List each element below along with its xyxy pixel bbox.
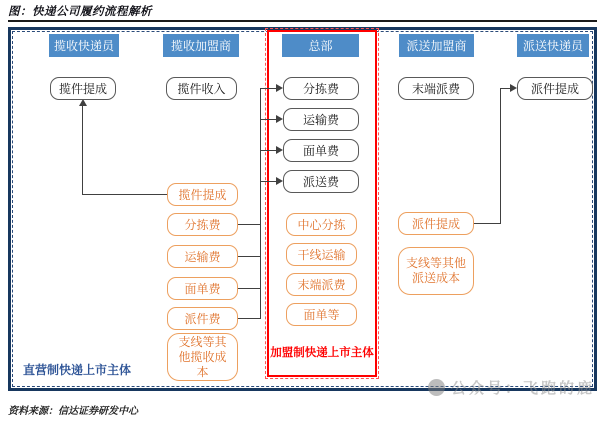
figure-title: 图：快递公司履约流程解析 xyxy=(8,4,152,18)
connector-into-hq-sorting xyxy=(260,88,277,89)
watermark-text: 公众号：飞跑的鹿 xyxy=(451,380,596,397)
connector-delivery-commission-horizontal xyxy=(474,223,500,224)
node-cost-other-delivery-costs: 支线等其他派送成本 xyxy=(398,247,474,295)
arrowhead-into-hq-waybill xyxy=(276,146,283,154)
column-header-headquarters: 总部 xyxy=(282,34,359,57)
franchise-entity-label: 加盟制快递上市主体 xyxy=(270,347,374,359)
node-hq-cost-terminal-dispatch: 末端派费 xyxy=(286,273,357,296)
connector-stub-piece-fee xyxy=(238,318,260,319)
column-header-pickup-courier: 揽收快递员 xyxy=(49,34,119,57)
arrowhead-into-hq-transport xyxy=(276,115,283,123)
node-hq-cost-trunk-transport: 干线运输 xyxy=(286,243,357,266)
direct-entity-label: 直营制快递上市主体 xyxy=(23,363,132,377)
node-cost-transport-fee: 运输费 xyxy=(167,245,238,268)
node-delivery-commission-courier: 派件提成 xyxy=(517,77,593,100)
column-header-pickup-franchisee: 揽收加盟商 xyxy=(163,34,239,57)
connector-stub-waybill-fee xyxy=(238,288,260,289)
node-cost-other-pickup-costs: 支线等其他揽收成本 xyxy=(167,333,238,381)
connector-pickup-commission-vertical xyxy=(82,106,83,195)
connector-into-hq-dispatch xyxy=(260,181,277,182)
node-terminal-dispatch-fee: 末端派费 xyxy=(398,77,474,100)
node-cost-sorting-fee: 分拣费 xyxy=(167,213,238,236)
node-cost-waybill-fee: 面单费 xyxy=(167,277,238,300)
connector-delivery-commission-vertical xyxy=(500,88,501,224)
arrowhead-into-hq-sorting xyxy=(276,84,283,92)
arrowhead-into-pickup-commission xyxy=(79,99,87,106)
node-cost-pickup-commission: 揽件提成 xyxy=(167,183,238,206)
node-pickup-income: 揽件收入 xyxy=(166,77,237,100)
connector-pickup-commission-horizontal xyxy=(82,194,167,195)
node-hq-sorting-fee: 分拣费 xyxy=(283,77,359,100)
connector-into-hq-transport xyxy=(260,119,277,120)
arrowhead-into-hq-dispatch xyxy=(276,177,283,185)
node-hq-cost-waybill-etc: 面单等 xyxy=(286,303,357,326)
node-hq-waybill-fee: 面单费 xyxy=(283,139,359,162)
watermark xyxy=(428,377,595,398)
connector-hq-bus-vertical xyxy=(260,88,261,319)
source-note: 资料来源：信达证券研发中心 xyxy=(8,406,138,417)
node-cost-delivery-piece-fee: 派件费 xyxy=(167,307,238,330)
watermark-logo-icon xyxy=(428,379,445,396)
node-hq-dispatch-fee: 派送费 xyxy=(283,170,359,193)
connector-stub-sorting-fee xyxy=(238,224,260,225)
connector-into-hq-waybill xyxy=(260,150,277,151)
node-pickup-commission-courier: 揽件提成 xyxy=(50,77,116,100)
connector-stub-transport-fee xyxy=(238,256,260,257)
arrowhead-into-delivery-commission xyxy=(510,84,517,92)
title-underline xyxy=(8,20,597,22)
column-header-delivery-courier: 派送快递员 xyxy=(517,34,589,57)
node-cost-delivery-commission: 派件提成 xyxy=(398,212,474,235)
node-hq-transport-fee: 运输费 xyxy=(283,108,359,131)
node-hq-cost-center-sorting: 中心分拣 xyxy=(286,213,357,236)
flowchart-canvas xyxy=(8,27,597,391)
column-header-delivery-franchisee: 派送加盟商 xyxy=(399,34,474,57)
